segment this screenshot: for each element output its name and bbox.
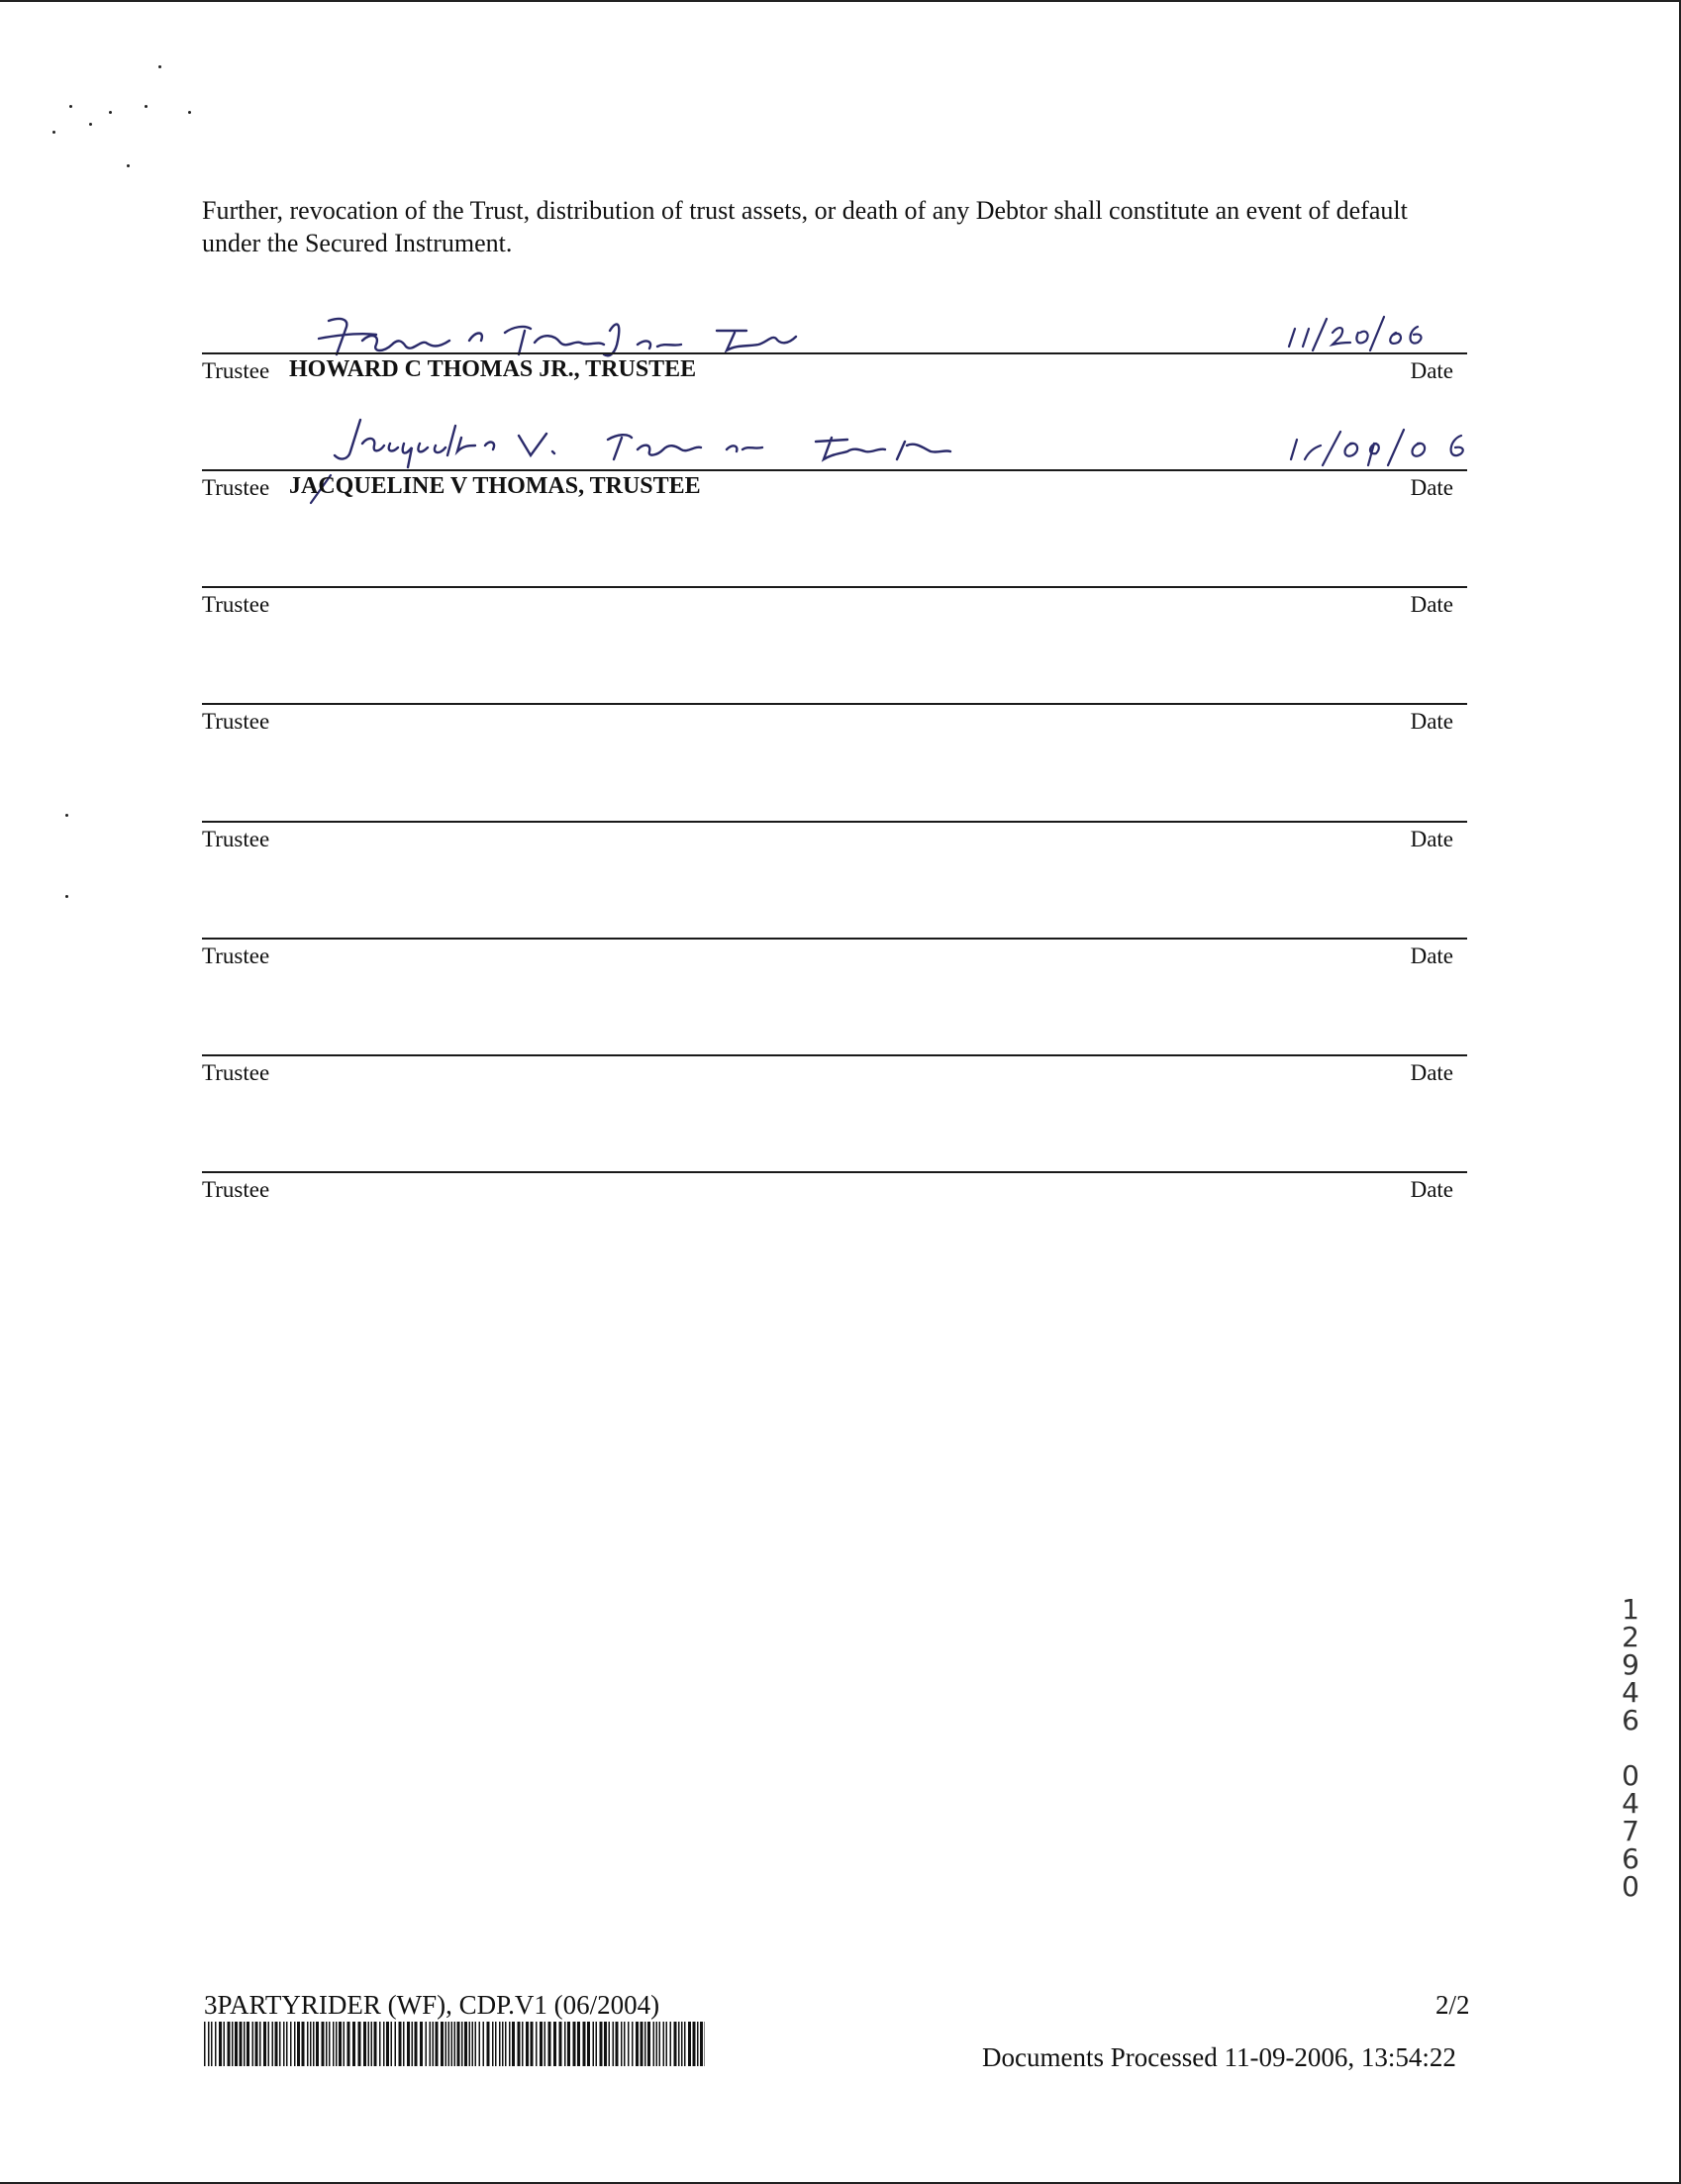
barcode-bar — [313, 2022, 315, 2066]
barcode-bar — [632, 2022, 634, 2066]
trustee-label: Trustee — [202, 943, 270, 968]
blank-signature-row — [202, 703, 1467, 772]
barcode-bar — [522, 2022, 524, 2066]
barcode-bar — [596, 2022, 598, 2066]
trustee-name: HOWARD C THOMAS JR., TRUSTEE — [289, 356, 697, 382]
barcode-bar — [613, 2022, 615, 2066]
default-clause-paragraph: Further, revocation of the Trust, distribution of trust assets, or death of any Debtor shall constitute an event of default under the Secured Instrument. — [202, 196, 1408, 257]
barcode-bar — [499, 2022, 501, 2066]
trustee-label: Trustee — [202, 475, 270, 500]
date-label: Date — [1410, 475, 1453, 500]
barcode-bar — [228, 2022, 231, 2066]
recording-digit: 9 — [1622, 1648, 1639, 1681]
barcode-bar — [509, 2022, 511, 2066]
barcode-bar — [326, 2022, 328, 2066]
trustee-name: JACQUELINE V THOMAS, TRUSTEE — [289, 473, 701, 499]
barcode-bar — [559, 2022, 562, 2066]
barcode-bar — [386, 2022, 389, 2066]
barcode-bar — [593, 2022, 595, 2066]
barcode-bar — [577, 2022, 580, 2066]
barcode-bar — [272, 2022, 274, 2066]
barcode-bar — [252, 2022, 254, 2066]
barcode-bar — [379, 2022, 381, 2066]
barcode-bar — [656, 2022, 658, 2066]
barcode-bar — [297, 2022, 300, 2066]
barcode-bar — [302, 2022, 305, 2066]
barcode-bar — [573, 2022, 576, 2066]
barcode-bar — [604, 2022, 607, 2066]
barcode-bar — [283, 2022, 285, 2066]
barcode-bar — [430, 2022, 432, 2066]
trustee-label: Trustee — [202, 358, 270, 383]
barcode-bar — [502, 2022, 504, 2066]
barcode-bar — [492, 2022, 494, 2066]
barcode-bar — [420, 2022, 423, 2066]
barcode-bar — [310, 2022, 312, 2066]
barcode-bar — [653, 2022, 655, 2066]
scan-speck — [69, 105, 72, 108]
barcode-bar — [636, 2022, 639, 2066]
signature-line — [202, 586, 1467, 588]
barcode-bar — [339, 2022, 342, 2066]
barcode-bar — [609, 2022, 611, 2066]
handwritten-date-jacqueline — [1281, 426, 1479, 469]
barcode-bar — [531, 2022, 534, 2066]
signature-line — [202, 938, 1467, 940]
barcode-bar — [624, 2022, 626, 2066]
blank-signature-row — [202, 1054, 1467, 1124]
barcode-bar — [666, 2022, 668, 2066]
barcode-bar — [368, 2022, 370, 2066]
barcode-bar — [469, 2022, 471, 2066]
scan-border-top — [0, 0, 1681, 2]
trustee-label: Trustee — [202, 592, 270, 617]
recording-digit: 7 — [1622, 1815, 1639, 1847]
barcode-bar — [399, 2022, 402, 2066]
barcode-bar — [445, 2022, 447, 2066]
barcode-bar — [403, 2022, 405, 2066]
barcode-bar — [647, 2022, 650, 2066]
barcode-bar — [454, 2022, 456, 2066]
barcode-bar — [352, 2022, 355, 2066]
barcode-bar — [688, 2022, 691, 2066]
barcode-bar — [700, 2022, 703, 2066]
barcode-bar — [472, 2022, 474, 2066]
barcode-bar — [621, 2022, 623, 2066]
date-label: Date — [1410, 1060, 1453, 1085]
barcode-bar — [412, 2022, 414, 2066]
barcode-bar — [415, 2022, 418, 2066]
barcode-bar — [479, 2022, 481, 2066]
barcode-bar — [235, 2022, 238, 2066]
recording-digit: 0 — [1622, 1870, 1639, 1903]
barcode-bar — [333, 2022, 335, 2066]
barcode-bar — [347, 2022, 350, 2066]
signature-row-jacqueline — [202, 469, 1467, 539]
barcode-bar — [526, 2022, 529, 2066]
date-label: Date — [1410, 592, 1453, 617]
recording-digit: 4 — [1622, 1787, 1639, 1820]
barcode-bar — [670, 2022, 672, 2066]
recording-digit: 4 — [1622, 1676, 1639, 1709]
barcode-bar — [616, 2022, 619, 2066]
barcode-bar — [391, 2022, 393, 2066]
barcode-bar — [275, 2022, 278, 2066]
barcode-bar — [475, 2022, 477, 2066]
form-identifier: 3PARTYRIDER (WF), CDP.V1 (06/2004) — [204, 1990, 660, 2020]
barcode-bar — [697, 2022, 699, 2066]
barcode-bar — [336, 2022, 338, 2066]
barcode-bar — [395, 2022, 397, 2066]
barcode-bar — [464, 2022, 467, 2066]
barcode-bar — [426, 2022, 428, 2066]
barcode-bar — [211, 2022, 213, 2066]
signature-line — [202, 1171, 1467, 1173]
trustee-label: Trustee — [202, 709, 270, 734]
barcode-bar — [451, 2022, 453, 2066]
scan-speck — [188, 111, 191, 114]
blank-signature-row — [202, 821, 1467, 890]
barcode-bar — [544, 2022, 546, 2066]
scan-speck — [65, 895, 68, 898]
barcode-bar — [329, 2022, 331, 2066]
date-label: Date — [1410, 358, 1453, 383]
barcode-bar — [215, 2022, 217, 2066]
trustee-label: Trustee — [202, 1177, 270, 1202]
barcode-bar — [495, 2022, 497, 2066]
barcode-bar — [259, 2022, 261, 2066]
barcode-bar — [663, 2022, 665, 2066]
barcode-bar — [505, 2022, 507, 2066]
barcode-bar — [483, 2022, 485, 2066]
barcode-bar — [244, 2022, 246, 2066]
barcode-bar — [268, 2022, 270, 2066]
barcode-bar — [224, 2022, 226, 2066]
page-number: 2/2 — [1435, 1990, 1470, 2020]
barcode-bar — [518, 2022, 521, 2066]
barcode-bar — [208, 2022, 210, 2066]
barcode-bar — [279, 2022, 281, 2066]
barcode-bar — [457, 2022, 460, 2066]
barcode-bar — [540, 2022, 543, 2066]
barcode-bar — [307, 2022, 309, 2066]
scan-speck — [127, 164, 130, 167]
barcode-bar — [286, 2022, 288, 2066]
barcode-bar — [344, 2022, 346, 2066]
barcode-bar — [684, 2022, 686, 2066]
trustee-label: Trustee — [202, 1060, 270, 1085]
blank-signature-row — [202, 586, 1467, 655]
barcode-bar — [567, 2022, 570, 2066]
scan-speck — [52, 131, 55, 134]
recording-number-vertical — [1616, 1593, 1645, 1903]
date-label: Date — [1410, 1177, 1453, 1202]
barcode-bar — [583, 2022, 586, 2066]
barcode-bar — [461, 2022, 463, 2066]
barcode-bar — [358, 2022, 361, 2066]
scan-speck — [109, 111, 112, 114]
barcode-bar — [441, 2022, 444, 2066]
barcode-bar — [448, 2022, 450, 2066]
barcode-bar — [436, 2022, 439, 2066]
recording-digit: 2 — [1622, 1621, 1639, 1653]
recording-digit: 1 — [1622, 1593, 1639, 1626]
scan-speck — [65, 814, 68, 817]
barcode-image — [204, 2022, 705, 2066]
date-label: Date — [1410, 709, 1453, 734]
barcode-bar — [678, 2022, 680, 2066]
barcode-bar — [371, 2022, 373, 2066]
signature-line — [202, 352, 1467, 354]
blank-signature-row — [202, 1171, 1467, 1241]
barcode-bar — [433, 2022, 435, 2066]
barcode-bar — [628, 2022, 630, 2066]
signature-line — [202, 703, 1467, 705]
scan-speck — [145, 105, 148, 108]
recording-digit — [1616, 1735, 1645, 1762]
barcode-bar — [263, 2022, 266, 2066]
recording-digit: 0 — [1622, 1759, 1639, 1792]
barcode-bar — [487, 2022, 490, 2066]
barcode-bar — [363, 2022, 366, 2066]
barcode-bar — [659, 2022, 661, 2066]
recording-digit: 6 — [1622, 1842, 1639, 1875]
signature-line — [202, 1054, 1467, 1056]
barcode-bar — [374, 2022, 377, 2066]
barcode-bar — [600, 2022, 603, 2066]
handwritten-date-howard — [1281, 313, 1439, 356]
barcode-bar — [553, 2022, 556, 2066]
blank-signature-row — [202, 938, 1467, 1007]
barcode-bar — [232, 2022, 234, 2066]
signature-row-howard — [202, 352, 1467, 422]
barcode-bar — [587, 2022, 590, 2066]
barcode-bar — [674, 2022, 677, 2066]
barcode-bar — [255, 2022, 258, 2066]
barcode-bar — [204, 2022, 206, 2066]
barcode-bar — [681, 2022, 683, 2066]
barcode-bar — [564, 2022, 566, 2066]
barcode-bar — [407, 2022, 410, 2066]
scan-speck — [158, 65, 161, 68]
barcode-bar — [316, 2022, 319, 2066]
signature-line — [202, 821, 1467, 823]
barcode-bar — [383, 2022, 385, 2066]
date-label: Date — [1410, 943, 1453, 968]
signature-line — [202, 469, 1467, 471]
barcode-bar — [322, 2022, 325, 2066]
barcode-bar — [294, 2022, 296, 2066]
barcode-bar — [512, 2022, 515, 2066]
processed-timestamp: Documents Processed 11-09-2006, 13:54:22 — [982, 2042, 1456, 2072]
barcode-bar — [247, 2022, 249, 2066]
barcode-bar — [705, 2022, 706, 2066]
barcode-bar — [219, 2022, 222, 2066]
recording-digit: 6 — [1622, 1704, 1639, 1737]
date-label: Date — [1410, 827, 1453, 851]
barcode-bar — [240, 2022, 243, 2066]
barcode-bar — [536, 2022, 538, 2066]
barcode-bar — [548, 2022, 551, 2066]
barcode-bar — [641, 2022, 643, 2066]
barcode-bar — [644, 2022, 646, 2066]
scan-speck — [89, 123, 92, 126]
barcode-bar — [290, 2022, 292, 2066]
barcode-bar — [693, 2022, 696, 2066]
trustee-label: Trustee — [202, 827, 270, 851]
